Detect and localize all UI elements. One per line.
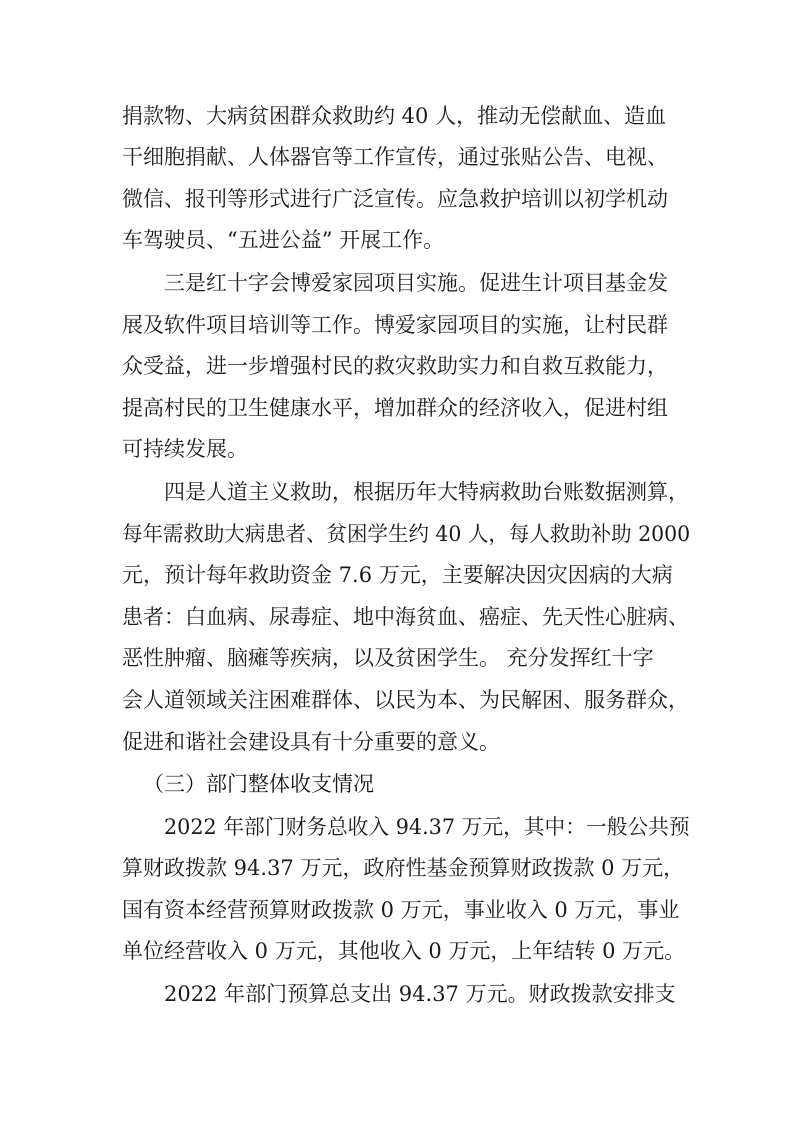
text-line-7: 众受益，进一步增强村民的救灾救助实力和自救互救能力，	[122, 354, 668, 378]
text-line-11: 每年需救助大病患者、贫困学生约 40 人，每人救助补助 2000	[122, 522, 691, 546]
text-line-4: 车驾驶员、“五进公益” 开展工作。	[122, 228, 445, 252]
text-line-3: 微信、报刊等形式进行广泛宣传。应急救护培训以初学机动	[122, 187, 668, 211]
section-heading: （三）部门整体收支情况	[143, 772, 374, 796]
text-line-1: 捐款物、大病贫困群众救助约 40 人，推动无偿献血、造血	[122, 104, 667, 128]
text-line-12: 元，预计每年救助资金 7.6 万元，主要解决因灾因病的大病	[122, 563, 673, 587]
text-line-9: 可持续发展。	[122, 437, 248, 461]
text-line-14: 恶性肿瘤、脑瘫等疾病，以及贫困学生。 充分发挥红十字	[122, 646, 654, 670]
text-line-21: 单位经营收入 0 万元，其他收入 0 万元，上年结转 0 万元。	[122, 939, 686, 963]
text-line-15: 会人道领域关注困难群体、以民为本、为民解困、服务群众，	[122, 688, 689, 712]
text-line-5: 三是红十字会博爱家园项目实施。促进生计项目基金发	[164, 271, 668, 295]
text-line-20: 国有资本经营预算财政拨款 0 万元，事业收入 0 万元，事业	[122, 898, 680, 922]
text-line-19: 算财政拨款 94.37 万元，政府性基金预算财政拨款 0 万元，	[122, 856, 685, 880]
text-line-2: 干细胞捐献、人体器官等工作宣传，通过张贴公告、电视、	[122, 145, 668, 169]
text-line-18: 2022 年部门财务总收入 94.37 万元，其中：一般公共预	[164, 815, 690, 839]
text-line-6: 展及软件项目培训等工作。博爱家园项目的实施，让村民群	[122, 313, 668, 337]
text-line-13: 患者：白血病、尿毒症、地中海贫血、癌症、先天性心脏病、	[122, 605, 689, 629]
text-line-22: 2022 年部门预算总支出 94.37 万元。财政拨款安排支	[164, 982, 676, 1006]
text-line-16: 促进和谐社会建设具有十分重要的意义。	[122, 730, 500, 754]
text-line-10: 四是人道主义救助，根据历年大特病救助台账数据测算，	[164, 480, 689, 504]
text-line-8: 提高村民的卫生健康水平，增加群众的经济收入，促进村组	[122, 396, 668, 420]
